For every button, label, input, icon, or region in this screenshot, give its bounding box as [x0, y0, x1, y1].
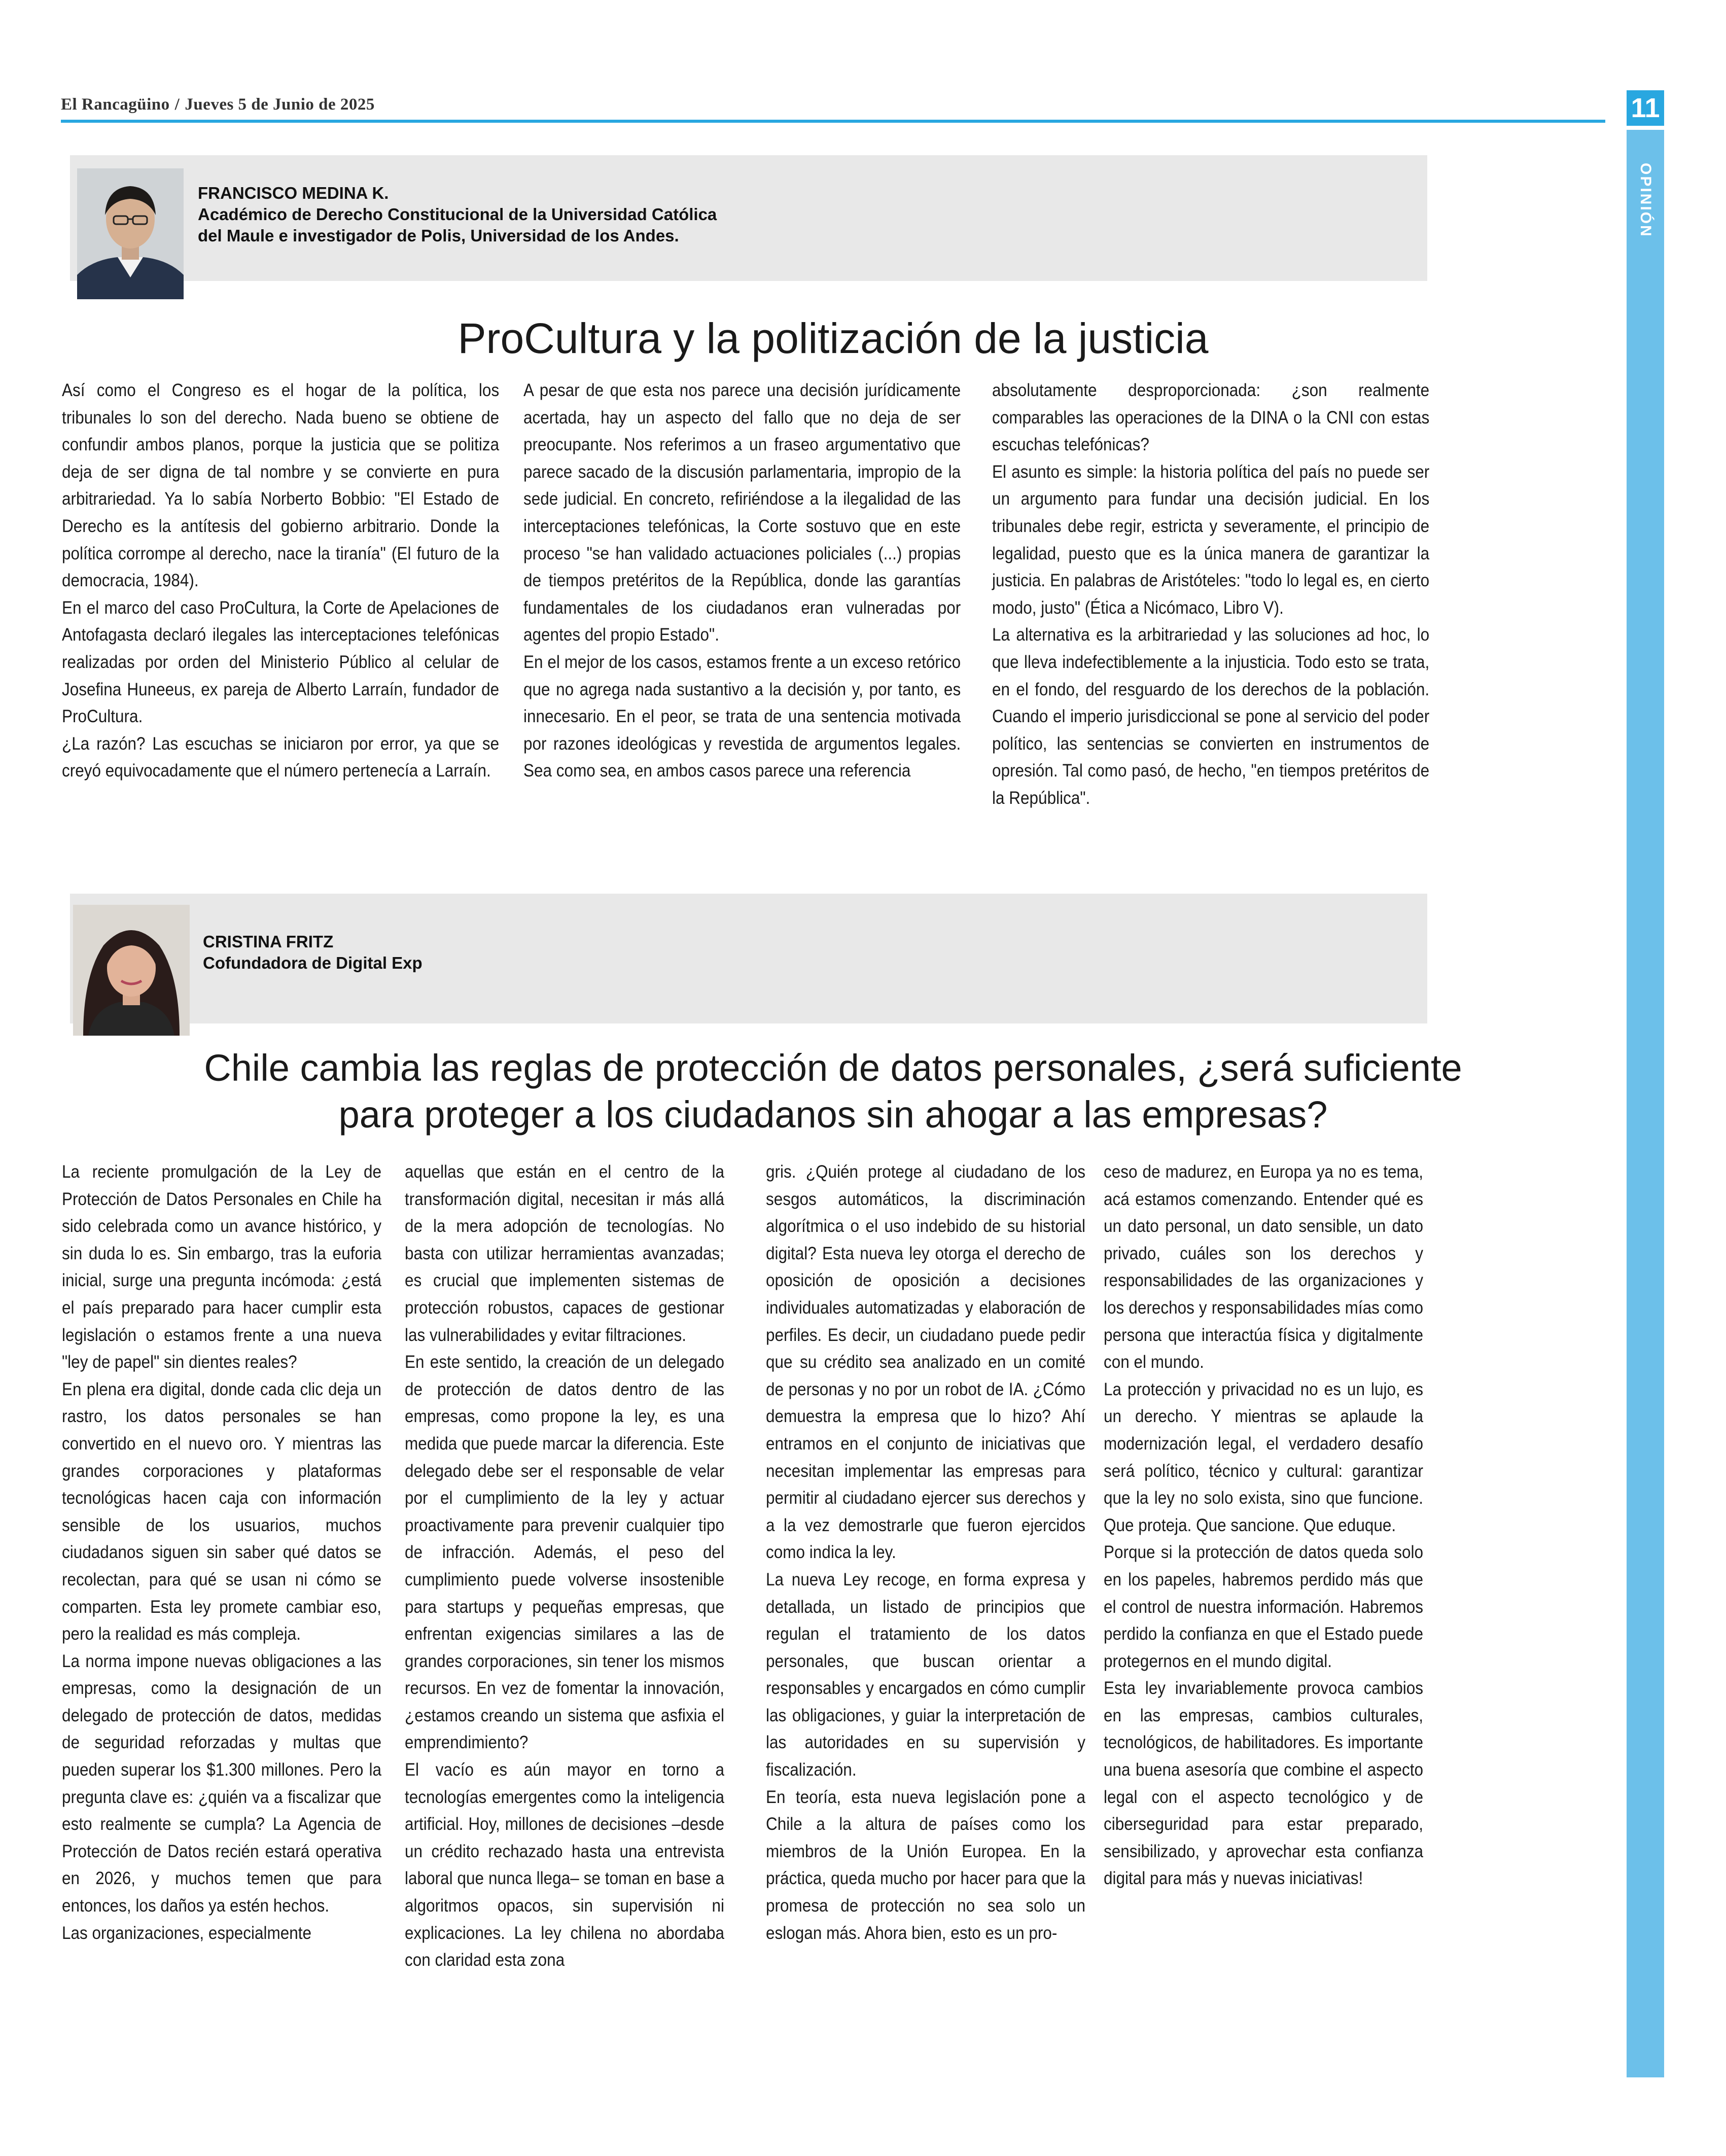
masthead — [61, 95, 375, 114]
article-1-column-3 — [992, 377, 1429, 812]
article-2-column-1 — [62, 1158, 381, 1947]
author-portrait-1 — [77, 168, 184, 299]
paragraph: ¿La razón? Las escuchas se iniciaron por error, ya que se creyó equivocadamente que el número pertenecía a Larraín. — [62, 733, 500, 781]
author-info-1 — [198, 183, 717, 246]
author-name-2: CRISTINA FRITZ — [203, 932, 334, 951]
paragraph: El vacío es aún mayor en torno a tecnologías emergentes como la inteligencia artificial. Hoy, millones de decisiones –desde un crédito rechazado hasta una entrevista laboral que nunca llega– se toman en base a algoritmos opacos, sin supervisión ni explicaciones. La ley chilena no abordaba con claridad esta zona — [405, 1760, 724, 1970]
paragraph: Las organizaciones, especialmente — [62, 1923, 312, 1943]
paragraph: ceso de madurez, en Europa ya no es tema, acá estamos comenzando. Entender qué es un dato personal, un dato sensible, un dato privado, cuáles son los derechos y responsabilidades de las organizaciones y los derechos y responsabilidades mías como persona que interactúa física y digitalmente con el mundo. — [1104, 1162, 1423, 1372]
paragraph: En el marco del caso ProCultura, la Corte de Apelaciones de Antofagasta declaró ilegales las interceptaciones telefónicas realizadas por orden del Ministerio Público al celular de Josefina Huneeus, ex pareja de Alberto Larraín, fundador de ProCultura. — [62, 597, 500, 727]
paragraph: En teoría, esta nueva legislación pone a Chile a la altura de países como los miembros de la Unión Europea. En la práctica, queda mucho por hacer para que la promesa de protección no sea solo un eslogan más. Ahora bien, esto es un pro- — [766, 1787, 1085, 1943]
article-1-headline: ProCultura y la politización de la justicia — [457, 314, 1209, 362]
publication-date: Jueves 5 de Junio de 2025 — [185, 95, 375, 114]
paragraph: Porque si la protección de datos queda solo en los papeles, habremos perdido más que el control de nuestra información. Habremos perdido la confianza en que el Estado puede protegernos en el mundo digital. — [1104, 1542, 1423, 1671]
article-1-column-1 — [62, 377, 499, 785]
paragraph: gris. ¿Quién protege al ciudadano de los sesgos automáticos, la discriminación algorítmica o el uso indebido de su historial digital? Esta nueva ley otorga el derecho de oposición de oposición a decisiones individuales automatizadas y elaboración de perfiles. Es decir, un ciudadano puede pedir que su crédito sea analizado en un comité de personas y no por un robot de IA. ¿Cómo demuestra la empresa que lo hizo? Ahí entramos en el conjunto de iniciativas que necesitan implementar las empresas para permitir al ciudadano ejercer sus derechos y a la vez demostrarle que fueron ejercidos como indica la ley. — [766, 1162, 1085, 1563]
paragraph: El asunto es simple: la historia política del país no puede ser un argumento para fundar una decisión judicial. En los tribunales debe regir, estricta y severamente, el principio de legalidad, puesto que es la única manera de garantizar la justicia. En palabras de Aristóteles: "todo lo legal es, en cierto modo, justo" (Ética a Nicómaco, Libro V). — [992, 462, 1430, 618]
article-2-column-4 — [1104, 1158, 1423, 1892]
article-2-headline-line-1: Chile cambia las reglas de protección de datos personales, ¿será suficiente — [204, 1047, 1462, 1089]
paragraph: La norma impone nuevas obligaciones a las empresas, como la designación de un delegado de protección de datos, medidas de seguridad reforzadas y multas que pueden superar los $1.300 millones. Pero la pregunta clave es: ¿quién va a fiscalizar que esto realmente se cumpla? La Agencia de Protección de Datos recién estará operativa en 2026, y muchos temen que para entonces, los daños ya estén hechos. — [62, 1651, 381, 1916]
article-1-column-2 — [523, 377, 961, 785]
header-rule — [61, 120, 1605, 123]
paragraph: En plena era digital, donde cada clic deja un rastro, los datos personales se han convertido en el nuevo oro. Y mientras las grandes corporaciones y plataformas tecnológicas hacen caja con información sensible de los usuarios, muchos ciudadanos siguen sin saber qué datos se recolectan, para qué se usan ni cómo se comparten. Esta ley promete cambiar eso, pero la realidad es más compleja. — [62, 1379, 381, 1644]
article-2-column-2 — [405, 1158, 724, 1974]
author-info-2 — [203, 931, 422, 974]
author-name-1: FRANCISCO MEDINA K. — [198, 184, 389, 202]
paragraph: En el mejor de los casos, estamos frente a un exceso retórico que no agrega nada sustantivo a la decisión y, por tanto, es innecesario. En el peor, se trata de una sentencia motivada por razones ideológicas y revestida de argumentos legales. Sea como sea, en ambos casos parece una referencia — [523, 652, 961, 781]
masthead-separator: / — [174, 95, 180, 114]
author-photo-2 — [73, 905, 190, 1036]
article-2-headline — [61, 1045, 1605, 1138]
section-side-bar — [1627, 130, 1664, 2077]
paragraph: A pesar de que esta nos parece una decisión jurídicamente acertada, hay un aspecto del fallo que no deja de ser preocupante. Nos referimos a un fraseo argumentativo que parece sacado de la discusión parlamentaria, impropio de la sede judicial. En concreto, refiriéndose a la ilegalidad de las interceptaciones telefónicas, la Corte sostuvo que en este proceso "se han validado actuaciones policiales (...) propias de tiempos pretéritos de la República, donde las garantías fundamentales de los ciudadanos eran vulneradas por agentes del propio Estado". — [523, 380, 961, 645]
paragraph: Así como el Congreso es el hogar de la política, los tribunales lo son del derecho. Nada bueno se obtiene de confundir ambos planos, porque la justicia que se politiza deja de ser digna de tal nombre y se convierte en pura arbitrariedad. Ya lo sabía Norberto Bobbio: "El Estado de Derecho es la antítesis del gobierno arbitrario. Donde la política corrompe al derecho, nace la tiranía" (El futuro de la democracia, 1984). — [62, 380, 500, 591]
author-role-1b: del Maule e investigador de Polis, Universidad de los Andes. — [198, 226, 679, 245]
page-number: 11 — [1627, 90, 1664, 126]
author-role-2: Cofundadora de Digital Exp — [203, 953, 422, 972]
paragraph: aquellas que están en el centro de la transformación digital, necesitan ir más allá de la mera adopción de tecnologías. No basta con utilizar herramientas avanzadas; es crucial que implementen sistemas de protección robustos, capaces de gestionar las vulnerabilidades y evitar filtraciones. — [405, 1162, 724, 1345]
paragraph: La protección y privacidad no es un lujo, es un derecho. Y mientras se aplaude la modernización legal, el verdadero desafío será político, técnico y cultural: garantizar que la ley no solo exista, sino que funcione. Que proteja. Que sancione. Que eduque. — [1104, 1379, 1423, 1535]
author-role-1a: Académico de Derecho Constitucional de la Universidad Católica — [198, 205, 717, 224]
paragraph: La reciente promulgación de la Ley de Protección de Datos Personales en Chile ha sido celebrada como un avance histórico, y sin duda lo es. Sin embargo, tras la euforia inicial, surge una pregunta incómoda: ¿está el país preparado para hacer cumplir esta legislación o estamos frente a una nueva "ley de papel" sin dientes reales? — [62, 1162, 381, 1372]
author-photo-1 — [77, 168, 184, 299]
author-portrait-2 — [73, 905, 190, 1036]
paragraph: La nueva Ley recoge, en forma expresa y detallada, un listado de principios que regulan el tratamiento de los datos personales, que buscan orientar a responsables y encargados en cómo cumplir las obligaciones, y guiar la interpretación de las autoridades en su supervisión y fiscalización. — [766, 1569, 1085, 1780]
section-label: OPINIÓN — [1637, 163, 1654, 238]
paragraph: La alternativa es la arbitrariedad y las soluciones ad hoc, lo que lleva indefectiblemente a la injusticia. Todo esto se trata, en el fondo, del resguardo de los derechos de la población. Cuando el imperio jurisdiccional se pone al servicio del poder político, las sentencias se convierten en instrumentos de opresión. Tal como pasó, de hecho, "en tiempos pretéritos de la República". — [992, 625, 1430, 808]
paragraph: En este sentido, la creación de un delegado de protección de datos dentro de las empresas, como propone la ley, es una medida que puede marcar la diferencia. Este delegado debe ser el responsable de velar por el cumplimiento de la ley y actuar proactivamente para prevenir cualquier tipo de infracción. Además, el peso del cumplimiento puede volverse insostenible para startups y pequeñas empresas, que enfrentan exigencias similares a las de grandes corporaciones, sin tener los mismos recursos. En vez de fomentar la innovación, ¿estamos creando un sistema que asfixia el emprendimiento? — [405, 1352, 724, 1753]
paragraph: absolutamente desproporcionada: ¿son realmente comparables las operaciones de la DINA o la CNI con estas escuchas telefónicas? — [992, 380, 1430, 455]
publication-name: El Rancagüino — [61, 95, 170, 114]
article-2-headline-line-2: para proteger a los ciudadanos sin ahogar a las empresas? — [338, 1093, 1328, 1136]
paragraph: Esta ley invariablemente provoca cambios en las empresas, cambios culturales, tecnológicos, de habilitadores. Es importante una buena asesoría que combine el aspecto legal con el aspecto tecnológico y de ciberseguridad para estar preparado, sensibilizado, y aprovechar esta confianza digital para más y nuevas iniciativas! — [1104, 1678, 1423, 1889]
article-2-column-3 — [766, 1158, 1085, 1947]
